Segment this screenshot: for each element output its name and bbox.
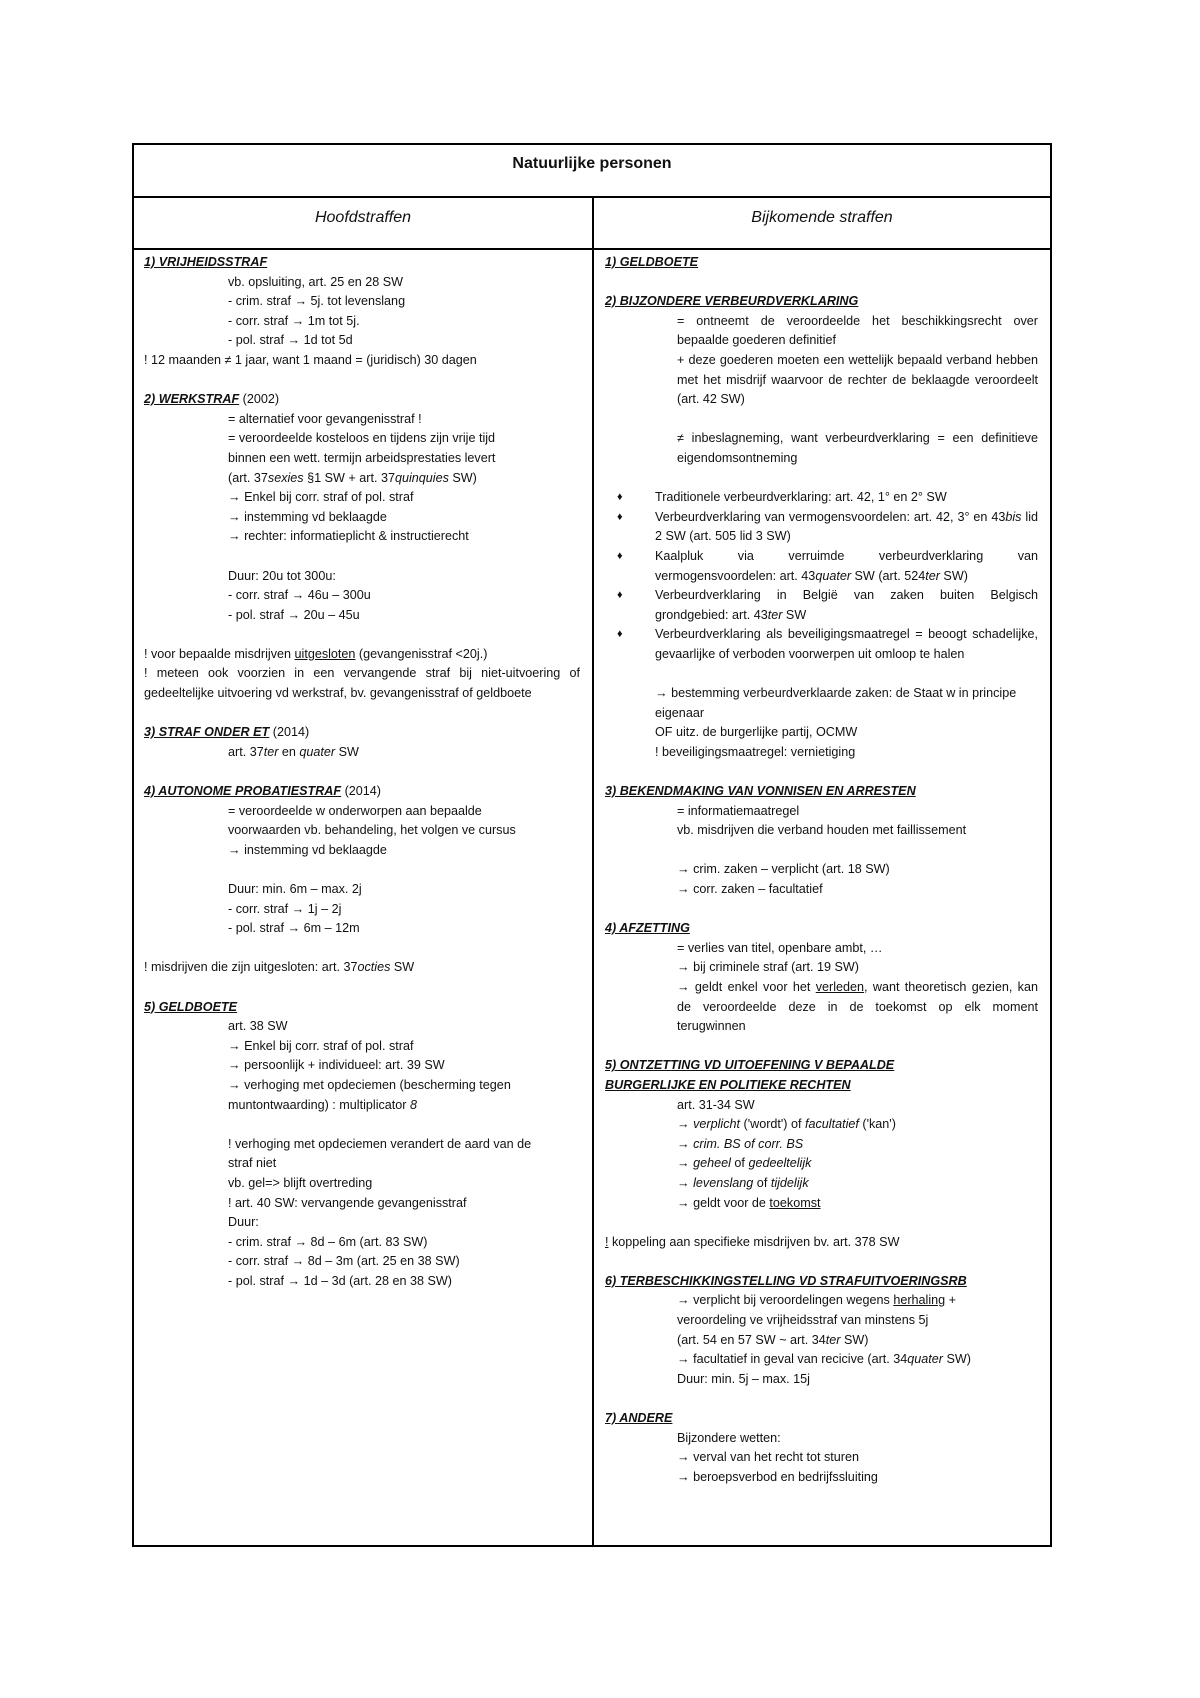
text-line: → Enkel bij corr. straf of pol. straf <box>228 490 414 505</box>
note-line: ! koppeling aan specifieke misdrijven bv. art. 378 SW <box>605 1234 900 1249</box>
section-year: (2002) <box>242 392 280 407</box>
text-line: → verhoging met opdeciemen (bescherming tegen <box>228 1077 511 1092</box>
note-paragraph: ! meteen ook voorzien in een vervangende straf bij niet-uitvoering of gedeeltelijke uitvoering vd werkstraf, bv. gevangenisstraf of geldboete <box>144 666 580 701</box>
section-heading: 2) WERKSTRAF <box>144 392 240 407</box>
text-line: → verplicht bij veroordelingen wegens herhaling + <box>677 1293 956 1308</box>
text-line: → verval van het recht tot sturen <box>677 1450 859 1465</box>
note-line: vb. gel=> blijft overtreding <box>228 1175 373 1190</box>
text-line: = informatiemaatregel <box>677 803 800 818</box>
bullet-item: ♦ Verbeurdverklaring van vermogensvoordelen: art. 42, 3° en 43bis lid 2 SW (art. 505 lid 3 SW) <box>605 508 1038 547</box>
text-line: = veroordeelde w onderworpen aan bepaalde <box>228 803 482 818</box>
note-line: ! 12 maanden ≠ 1 jaar, want 1 maand = (juridisch) 30 dagen <box>144 352 477 367</box>
text-paragraph: → bestemming verbeurdverklaarde zaken: de Staat w in principe eigenaar <box>655 686 1017 720</box>
duration-line: Duur: min. 5j – max. 15j <box>677 1371 810 1386</box>
header-hoofdstraffen: Hoofdstraffen <box>134 198 594 250</box>
penalties-table <box>132 143 1052 1547</box>
section-heading: BURGERLIJKE EN POLITIEKE RECHTEN <box>605 1077 851 1092</box>
text-line: → persoonlijk + individueel: art. 39 SW <box>228 1058 445 1073</box>
text-line: → beroepsverbod en bedrijfssluiting <box>677 1469 878 1484</box>
text-line: - corr. straf → 46u – 300u <box>228 588 371 603</box>
section-heading: 1) GELDBOETE <box>605 255 699 269</box>
bullet-item: ♦ Verbeurdverklaring in België van zaken buiten Belgisch grondgebied: art. 43ter SW <box>605 586 1038 625</box>
text-line: → crim. BS of corr. BS <box>677 1136 804 1151</box>
duration-line: Duur: <box>228 1215 259 1230</box>
text-line: Bijzondere wetten: <box>677 1430 781 1445</box>
section-year: (2014) <box>344 784 381 799</box>
text-line: → crim. zaken – verplicht (art. 18 SW) <box>677 862 890 877</box>
section-year: (2014) <box>272 725 310 740</box>
duration-line: Duur: min. 6m – max. 2j <box>228 882 362 896</box>
text-line: → instemming vd beklaagde <box>228 842 387 857</box>
text-paragraph: → geldt enkel voor het verleden, want theoretisch gezien, kan de veroordeelde deze in de toekomst op elk moment terugwinnen <box>677 979 1038 1034</box>
text-line: - crim. straf → 8d – 6m (art. 83 SW) <box>228 1234 428 1249</box>
text-paragraph: ≠ inbeslagneming, want verbeurdverklaring = een definitieve eigendomsontneming <box>677 431 1038 465</box>
section-heading: 5) ONTZETTING VD UITOEFENING V BEPAALDE <box>605 1058 895 1073</box>
section-heading: 3) BEKENDMAKING VAN VONNISEN EN ARRESTEN <box>605 784 916 799</box>
column-bijkomende-straffen <box>594 250 1050 1545</box>
section-heading: 5) GELDBOETE <box>144 999 238 1014</box>
text-line: muntontwaarding) : multiplicator 8 <box>228 1097 418 1112</box>
text-line: ! beveiligingsmaatregel: vernietiging <box>655 744 856 759</box>
note-line: ! voor bepaalde misdrijven uitgesloten (gevangenisstraf <20j.) <box>144 646 488 661</box>
duration-line: Duur: 20u tot 300u: <box>228 568 336 583</box>
note-line: ! misdrijven die zijn uitgesloten: art. 37octies SW <box>144 960 415 975</box>
text-line: = verlies van titel, openbare ambt, … <box>677 940 883 955</box>
text-line: art. 38 SW <box>228 1019 288 1034</box>
text-line: (art. 37sexies §1 SW + art. 37quinquies SW) <box>228 470 477 485</box>
text-line: - corr. straf → 8d – 3m (art. 25 en 38 SW) <box>228 1254 460 1269</box>
text-line: art. 31-34 SW <box>677 1097 755 1112</box>
note-line: straf niet <box>228 1156 277 1171</box>
bullet-item: ♦ Kaalpluk via verruimde verbeurdverklaring van vermogensvoordelen: art. 43quater SW (art. 524ter SW) <box>605 547 1038 586</box>
text-line: → rechter: informatieplicht & instructierecht <box>228 529 469 544</box>
text-line: → corr. zaken – facultatief <box>677 882 823 896</box>
text-line: → bij criminele straf (art. 19 SW) <box>677 960 859 975</box>
text-line: → facultatief in geval van recicive (art. 34quater SW) <box>677 1352 971 1367</box>
column-hoofdstraffen <box>134 250 594 1545</box>
text-line: vb. opsluiting, art. 25 en 28 SW <box>228 274 404 289</box>
section-heading: 4) AFZETTING <box>605 921 690 936</box>
text-paragraph: = ontneemt de veroordeelde het beschikkingsrecht over bepaalde goederen definitief <box>677 313 1038 348</box>
text-line: binnen een wett. termijn arbeidsprestaties levert <box>228 450 496 465</box>
table-title: Natuurlijke personen <box>134 145 1050 198</box>
section-heading-row <box>144 782 580 802</box>
text-line: = veroordeelde kosteloos en tijdens zijn vrije tijd <box>228 431 496 446</box>
text-line: voorwaarden vb. behandeling, het volgen ve cursus <box>228 823 516 838</box>
text-line: vb. misdrijven die verband houden met faillissement <box>677 823 967 838</box>
text-paragraph: + deze goederen moeten een wettelijk bepaald verband hebben met het misdrijf waarvoor de rechter de beklaagde veroordeelt (art. 42 SW) <box>677 352 1038 407</box>
text-line: OF uitz. de burgerlijke partij, OCMW <box>655 725 858 740</box>
text-line: - pol. straf → 20u – 45u <box>228 607 360 622</box>
text-line: → Enkel bij corr. straf of pol. straf <box>228 1038 414 1053</box>
bullet-item: ♦ Traditionele verbeurdverklaring: art. 42, 1° en 2° SW <box>605 488 1038 508</box>
text-line: → verplicht ('wordt') of facultatief ('kan') <box>677 1117 896 1132</box>
text-line: - corr. straf → 1m tot 5j. <box>228 313 360 328</box>
note-line: ! art. 40 SW: vervangende gevangenisstraf <box>228 1195 467 1210</box>
header-bijkomende-straffen: Bijkomende straffen <box>594 198 1050 250</box>
section-heading: 6) TERBESCHIKKINGSTELLING VD STRAFUITVOERINGSRB <box>605 1273 967 1288</box>
section-heading-row <box>144 723 580 743</box>
text-line: - crim. straf → 5j. tot levenslang <box>228 294 406 309</box>
text-line: - pol. straf → 1d – 3d (art. 28 en 38 SW) <box>228 1273 452 1288</box>
section-heading: 1) VRIJHEIDSSTRAF <box>144 255 268 269</box>
text-line: art. 37ter en quater SW <box>228 744 359 759</box>
text-line: → geheel of gedeeltelijk <box>677 1156 812 1171</box>
section-heading-row <box>144 390 580 410</box>
text-line: → levenslang of tijdelijk <box>677 1175 809 1190</box>
text-line: - pol. straf → 1d tot 5d <box>228 333 353 348</box>
text-line: - corr. straf → 1j – 2j <box>228 901 342 916</box>
text-line: - pol. straf → 6m – 12m <box>228 921 360 936</box>
note-line: ! verhoging met opdeciemen verandert de aard van de <box>228 1136 532 1151</box>
text-line: (art. 54 en 57 SW ~ art. 34ter SW) <box>677 1332 869 1347</box>
text-line: → instemming vd beklaagde <box>228 509 387 524</box>
section-heading: 3) STRAF ONDER ET <box>144 725 270 740</box>
bullet-item: ♦ Verbeurdverklaring als beveiligingsmaatregel = beoogt schadelijke, gevaarlijke of verboden voorwerpen uit omloop te halen <box>605 625 1038 664</box>
section-heading: 7) ANDERE <box>605 1411 673 1426</box>
text-line: → geldt voor de toekomst <box>677 1195 821 1210</box>
section-heading: 2) BIJZONDERE VERBEURDVERKLARING <box>605 294 859 309</box>
section-heading: 4) AUTONOME PROBATIESTRAF <box>144 784 342 799</box>
text-line: = alternatief voor gevangenisstraf ! <box>228 411 422 426</box>
text-line: veroordeling ve vrijheidsstraf van minstens 5j <box>677 1313 929 1328</box>
